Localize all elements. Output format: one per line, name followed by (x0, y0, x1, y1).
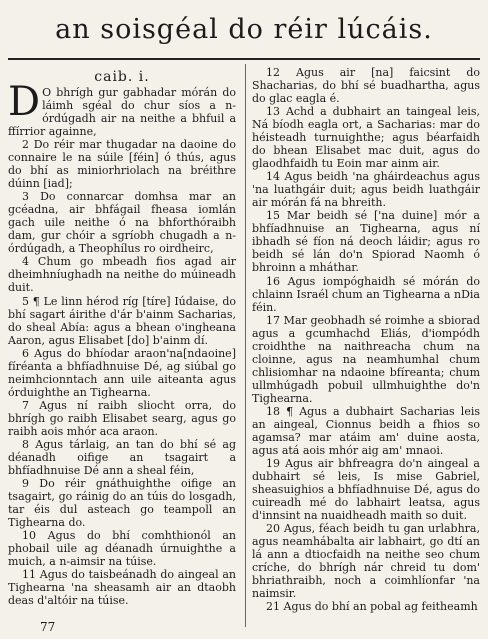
verse-8: 8 Agus tárlaig, an tan do bhí sé ag déanadh oifige an tsagairt a bhfíadhnuise Dé ann a sheal féin, (8, 437, 236, 477)
page-number: 77 (40, 620, 56, 634)
verse-6: 6 Agus do bhíodar araon'na[ndaoine] fíréanta a bhfíadhnuise Dé, ag siúbal go neimhcionntach ann uile aiteanta agus órduighthe an Tighearna. (8, 346, 236, 399)
verse-1-text: O bhrígh gur gabhadar mórán do láimh sgéal do chur síos a n-órdúgadh air na neithe a bhfuil a ffírrior againne, (8, 86, 236, 139)
column-divider (245, 64, 246, 627)
page-title: an soisgéal do réir lúcáis. (55, 14, 433, 45)
left-column (8, 66, 236, 607)
verse-9: 9 Do réir gnáthuighthe oifige an tsagairt, go ráinig do an túis do losgadh, tar éis dul asteach go teampoll an Tighearna do. (8, 476, 236, 530)
verse-2: 2 Do réir mar thugadar na daoine do connaire le na súile [féin] ó thús, agus do bhí as miniorhriolach na bréithre dúinn [iad]; (8, 138, 236, 191)
verse-1 (8, 79, 236, 139)
verse-21: 21 Agus do bhí an pobal ag feitheamh (266, 600, 478, 614)
verse-7: 7 Agus ní raibh sliocht orra, do bhrígh go raibh Elisabet searg, agus go raibh aois mhór aca araon. (8, 398, 236, 438)
verse-20: 20 Agus, féach beidh tu gan urlabhra, agus neamhábalta air labhairt, go dtí an lá ann a dtiocfaidh na neithe seo chum críche, do bhrígh nár chreid tu dom' bhriathraibh, noch a coimhlíonfar 'na naimsir. (252, 522, 480, 601)
verse-14: 14 Agus beidh 'na gháirdeachus agus 'na luathgáir duit; agus beidh luathgáir air mórán fá na bhreith. (252, 170, 480, 210)
verse-17: 17 Mar geobhadh sé roimhe a sbiorad agus a gcumhachd Eliás, d'iompódh croidhthe na naithreacha chum na cloinne, agus na neamhumhal chum chlisiomhar na ndaoine bfíreanta; chum ullmhúgadh pobuil ullmhuighthe do'n Tighearna. (252, 313, 480, 405)
verse-13: 13 Achd a dubhairt an taingeal leis, Ná bíodh eagla ort, a Sacharias: mar do héisteadh turnuighthe; agus béarfaidh do bhean Elisabet mac duit, agus do glaodhfaidh tu Eoin mar ainm air. (252, 105, 480, 171)
verse-19: 19 Agus air bhfreagra do'n aingeal a dubhairt sé leis, Is mise Gabriel, sheasuighios a bhfíadhnuise Dé, agus do cuireadh mé do labhairt leatsa, agus d'innsint na nuaidheadh maith so duit. (252, 456, 480, 523)
chapter-heading: caib. i. (94, 69, 150, 85)
verse-10: 10 Agus do bhí comhthionól an phobail uile ag déanadh úrnuighthe a muich, a n-aimsir na túise. (8, 529, 236, 569)
title-rule (8, 58, 480, 60)
verse-3: 3 Do connarcar domhsa mar an gcéadna, air bhfágail fheasa iomlán gach uile neithe ó na bhforthóraibh dam, gur chóir a sgríobh chugadh a n-órdúgadh, a Theophílus ro oirdheirc, (8, 190, 236, 256)
verse-4: 4 Chum go mbeadh fios agad air dheimhníughadh na neithe do múineadh duit. (8, 255, 236, 295)
verse-5: 5 ¶ Le linn hérod ríg [tíre] Iúdaise, do bhí sagart áirithe d'ár b'ainm Sacharias, do sheal Abía: agus a bhean o'ingheana Aaron, agus Elisabet [do] b'ainm dí. (8, 294, 236, 347)
verse-16: 16 Agus iompóghaidh sé mórán do chlainn Israél chum an Tighearna a nDia féin. (252, 274, 480, 314)
verse-11: 11 Agus do taisbeánadh do aingeal an Tighearna 'na sheasamh air an dtaobh deas d'altóir na túise. (8, 568, 236, 608)
verse-12: 12 Agus air [na] faicsint do Shacharias, do bhí sé buadhartha, agus do glac eagla é. (252, 66, 480, 106)
drop-cap: D (8, 79, 41, 125)
verse-15: 15 Mar beidh sé ['na duine] mór a bhfíadhnuise an Tighearna, agus ní ibhadh sé fíon ná deoch láidir; agus ro beidh sé lán do'n Spiorad Naomh ó bhroinn a mháthar. (252, 209, 480, 275)
right-column (252, 66, 480, 613)
verse-18: 18 ¶ Agus a dubhairt Sacharias leis an aingeal, Cionnus beidh a fhios so agamsa? mar atáim am' duine aosta, agus atá aois mhór aig am' mnaoi. (252, 404, 480, 457)
